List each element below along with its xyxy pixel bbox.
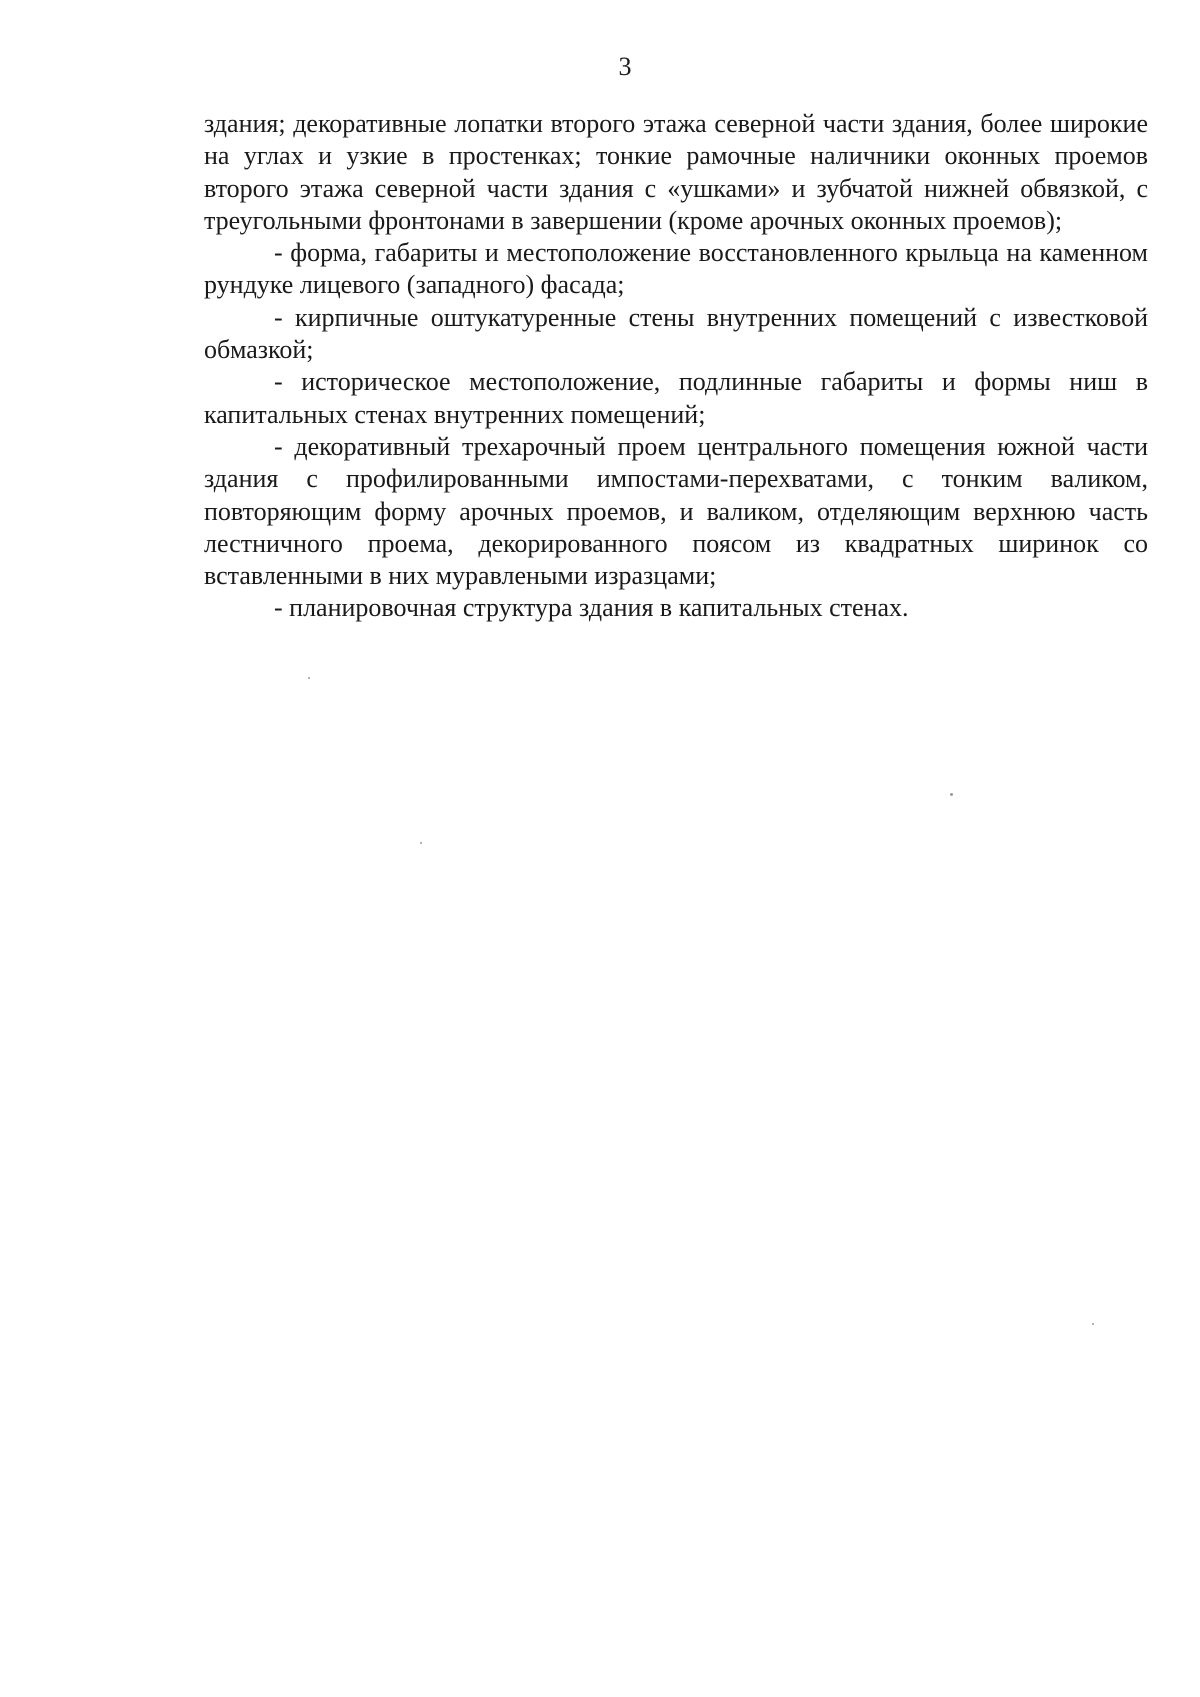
scan-speck (1092, 1323, 1094, 1325)
list-item: - кирпичные оштукатуренные стены внутренних помещений с известковой обмазкой; (204, 302, 1148, 365)
scan-speck (308, 677, 310, 679)
page-number: 3 (618, 52, 632, 81)
scan-speck (950, 793, 953, 796)
body-text (204, 108, 1148, 625)
list-item: - планировочная структура здания в капитальных стенах. (274, 593, 909, 623)
list-item: - историческое местоположение, подлинные габариты и формы ниш в капитальных стенах внутренних помещений; (204, 367, 1148, 429)
list-item: - декоративный трехарочный проем центрального помещения южной части здания с профилированными импостами-перехватами, с тонким валиком, повторяющим форму арочных проемов, и валиком, отделяющим верхнюю часть лестничного проема, декорированного поясом из квадратных ширинок со вставленными в них муравлеными изразцами; (204, 431, 1148, 591)
scan-speck (420, 842, 422, 844)
paragraph-continuation: здания; декоративные лопатки второго этажа северной части здания, более широкие на углах и узкие в простенках; тонкие рамочные наличники оконных проемов второго этажа северной части здания с «ушками» и зубчатой нижней обвязкой, с треугольными фронтонами в завершении (кроме арочных оконных проемов); (204, 109, 1148, 235)
list-item: - форма, габариты и местоположение восстановленного крыльца на каменном рундуке лицевого (западного) фасада; (204, 238, 1148, 300)
